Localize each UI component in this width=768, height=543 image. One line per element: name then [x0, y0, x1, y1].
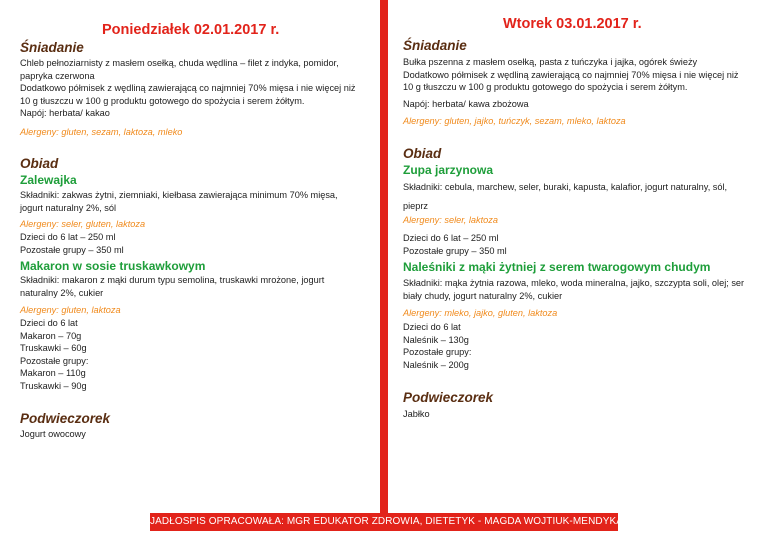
breakfast-line: Bułka pszenna z masłem osełką, pasta z tuńczyka i jajka, ogórek świeży — [403, 57, 698, 67]
monday-soup-name: Zalewajka — [20, 173, 77, 187]
portion-line: Pozostałe grupy – 350 ml — [20, 244, 124, 255]
breakfast-line: Napój: herbata/ kawa zbożowa — [403, 98, 529, 109]
breakfast-line: 10 g tłuszczu w 100 g produktu gotowego do spożycia i serem żółtym. — [403, 82, 688, 93]
tuesday-main-ingredients — [403, 277, 744, 302]
ingredients-line: Składniki: makaron z mąki durum typu semolina, truskawki mrożone, jogurt — [20, 275, 325, 285]
tuesday-soup-ingredients — [403, 181, 727, 212]
breakfast-line: papryka czerwona — [20, 70, 95, 81]
ingredients-line: pieprz — [403, 200, 429, 211]
monday-main-name: Makaron w sosie truskawkowym — [20, 259, 206, 273]
tuesday-main-portions — [403, 321, 471, 371]
breakfast-line: 10 g tłuszczu w 100 g produktu gotowego do spożycia i serem żółtym. — [20, 95, 305, 106]
monday-breakfast-heading: Śniadanie — [20, 40, 84, 55]
monday-soup-allergens: Alergeny: seler, gluten, laktoza — [20, 219, 146, 229]
footer-credit: JADŁOSPIS OPRACOWAŁA: MGR EDUKATOR ZDROWIA, DIETETYK - MAGDA WOJTIUK-MENDYKA — [150, 513, 618, 531]
portion-line: Pozostałe grupy: — [20, 355, 89, 366]
ingredients-line: Składniki: cebula, marchew, seler, buraki, kapusta, kalafior, jogurt naturalny, sól, — [403, 182, 728, 192]
monday-snack-text: Jogurt owocowy — [20, 429, 86, 439]
tuesday-snack-text: Jabłko — [403, 409, 430, 419]
breakfast-line: Dodatkowo półmisek z wędliną zawierającą co najmniej 70% mięsa i nie więcej niż — [20, 83, 356, 94]
portion-line: Pozostałe grupy: — [403, 347, 472, 358]
monday-main-allergens: Alergeny: gluten, laktoza — [20, 305, 121, 315]
tuesday-main-allergens: Alergeny: mleko, jajko, gluten, laktoza — [403, 308, 558, 318]
tuesday-breakfast-heading: Śniadanie — [403, 38, 467, 53]
tuesday-soup-portions — [403, 232, 507, 257]
ingredients-line: jogurt naturalny 2%, sól — [20, 202, 117, 213]
tuesday-title: Wtorek 03.01.2017 r. — [503, 16, 642, 32]
tuesday-soup-name: Zupa jarzynowa — [403, 163, 494, 177]
ingredients-line: naturalny 2%, cukier — [20, 287, 104, 298]
portion-line: Naleśnik – 200g — [403, 359, 469, 370]
portion-line: Dzieci do 6 lat — [20, 318, 78, 328]
breakfast-line: Chleb pełnoziarnisty z masłem osełką, chuda wędlina – filet z indyka, pomidor, — [20, 58, 339, 68]
breakfast-line: Dodatkowo półmisek z wędliną zawierającą co najmniej 70% mięsa i nie więcej niż — [403, 69, 739, 80]
portion-line: Truskawki – 60g — [20, 343, 87, 354]
center-divider — [380, 0, 388, 522]
monday-main-portions — [20, 317, 88, 393]
portion-line: Dzieci do 6 lat — [403, 322, 461, 332]
tuesday-breakfast-allergens: Alergeny: gluten, jajko, tuńczyk, sezam, mleko, laktoza — [403, 116, 626, 126]
tuesday-snack-heading: Podwieczorek — [403, 390, 494, 405]
portion-line: Dzieci do 6 lat – 250 ml — [20, 232, 116, 242]
monday-lunch-heading: Obiad — [20, 156, 59, 171]
ingredients-line: Składniki: zakwas żytni, ziemniaki, kiełbasa zawierająca minimum 70% mięsa, — [20, 190, 338, 200]
ingredients-line: biały chudy, jogurt naturalny 2%, cukier — [403, 290, 563, 301]
portion-line: Makaron – 110g — [20, 368, 86, 379]
monday-title: Poniedziałek 02.01.2017 r. — [102, 22, 280, 38]
breakfast-line: Napój: herbata/ kakao — [20, 108, 110, 119]
portion-line: Naleśnik – 130g — [403, 334, 469, 345]
monday-soup-ingredients — [20, 189, 338, 214]
tuesday-main-name: Naleśniki z mąki żytniej z serem twarogowym chudym — [403, 260, 711, 274]
monday-main-ingredients — [20, 274, 324, 299]
monday-breakfast-text — [20, 57, 356, 120]
monday-snack-heading: Podwieczorek — [20, 411, 111, 426]
portion-line: Dzieci do 6 lat – 250 ml — [403, 233, 499, 243]
ingredients-line: Składniki: mąka żytnia razowa, mleko, woda mineralna, jajko, szczypta soli, olej; ser — [403, 278, 745, 288]
tuesday-breakfast-text — [403, 56, 739, 110]
tuesday-lunch-heading: Obiad — [403, 146, 442, 161]
monday-soup-portions — [20, 231, 124, 256]
portion-line: Pozostałe grupy – 350 ml — [403, 245, 507, 256]
portion-line: Makaron – 70g — [20, 330, 82, 341]
monday-breakfast-allergens: Alergeny: gluten, sezam, laktoza, mleko — [20, 127, 183, 137]
portion-line: Truskawki – 90g — [20, 380, 87, 391]
tuesday-soup-allergens: Alergeny: seler, laktoza — [403, 215, 498, 225]
